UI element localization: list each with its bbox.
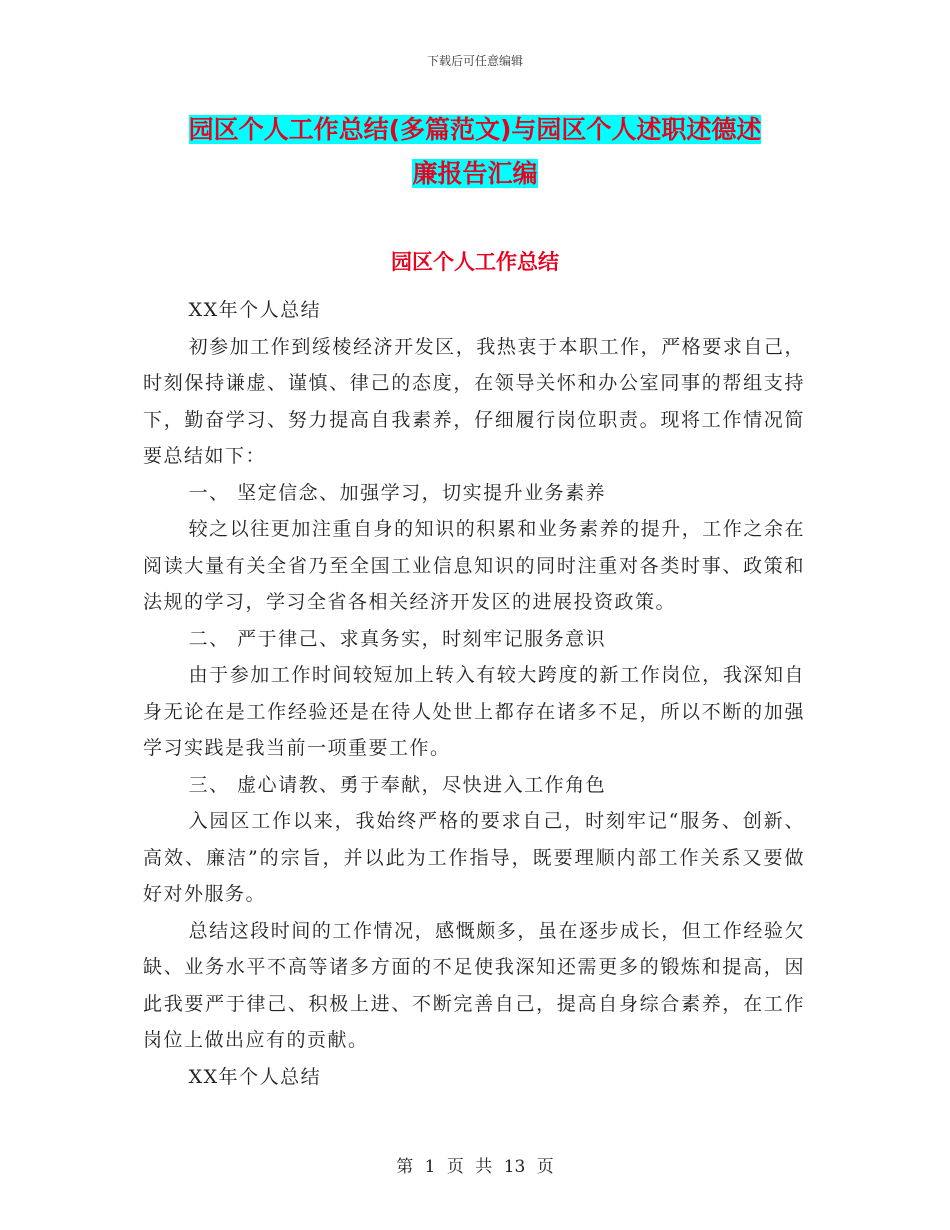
document-body <box>143 292 805 1095</box>
document-title-line-2: 廉报告汇编 <box>412 159 538 188</box>
section-title: 园区个人工作总结 <box>391 250 559 274</box>
paragraph-year-summary-2: XX年个人总结 <box>188 1065 322 1088</box>
heading-point-1: 一、 坚定信念、加强学习，切实提升业务素养 <box>188 481 607 504</box>
page-header-note: 下载后可任意编辑 <box>426 54 523 68</box>
paragraph-point-1: 较之以往更加注重自身的知识的积累和业务素养的提升，工作之余在阅读大量有关全省乃至全国工业信息知识的同时注重对各类时事、政策和法规的学习，学习全省各相关经济开发区的进展投资政策。 <box>143 518 805 613</box>
page-number-footer: 第 1 页 共 13 页 <box>396 1157 554 1177</box>
paragraph-point-2: 由于参加工作时间较短加上转入有较大跨度的新工作岗位，我深知自身无论在是工作经验还是在待人处世上都存在诸多不足，所以不断的加强学习实践是我当前一项重要工作。 <box>143 664 805 759</box>
paragraph-year-summary-1: XX年个人总结 <box>188 299 322 321</box>
heading-point-2: 二、 严于律己、求真务实，时刻牢记服务意识 <box>188 627 607 650</box>
paragraph-point-3: 入园区工作以来，我始终严格的要求自己，时刻牢记“服务、创新、高效、廉洁”的宗旨，并以此为工作指导，既要理顺内部工作关系又要做好对外服务。 <box>143 810 805 905</box>
heading-point-3: 三、 虚心请教、勇于奉献，尽快进入工作角色 <box>188 773 607 796</box>
document-title <box>150 108 800 196</box>
paragraph-conclusion: 总结这段时间的工作情况，感慨颇多，虽在逐步成长，但工作经验欠缺、业务水平不高等诸多方面的不足使我深知还需更多的锻炼和提高，因此我要严于律己、积极上进、不断完善自己，提高自身综合素养，在工作岗位上做出应有的贡献。 <box>143 919 805 1051</box>
paragraph-intro: 初参加工作到绥棱经济开发区，我热衷于本职工作，严格要求自己，时刻保持谦虚、谨慎、律己的态度，在领导关怀和办公室同事的帮组支持下，勤奋学习、努力提高自我素养，仔细履行岗位职责。现将工作情况简要总结如下： <box>143 335 805 467</box>
document-title-line-1: 园区个人工作总结(多篇范文)与园区个人述职述德述 <box>188 115 762 144</box>
